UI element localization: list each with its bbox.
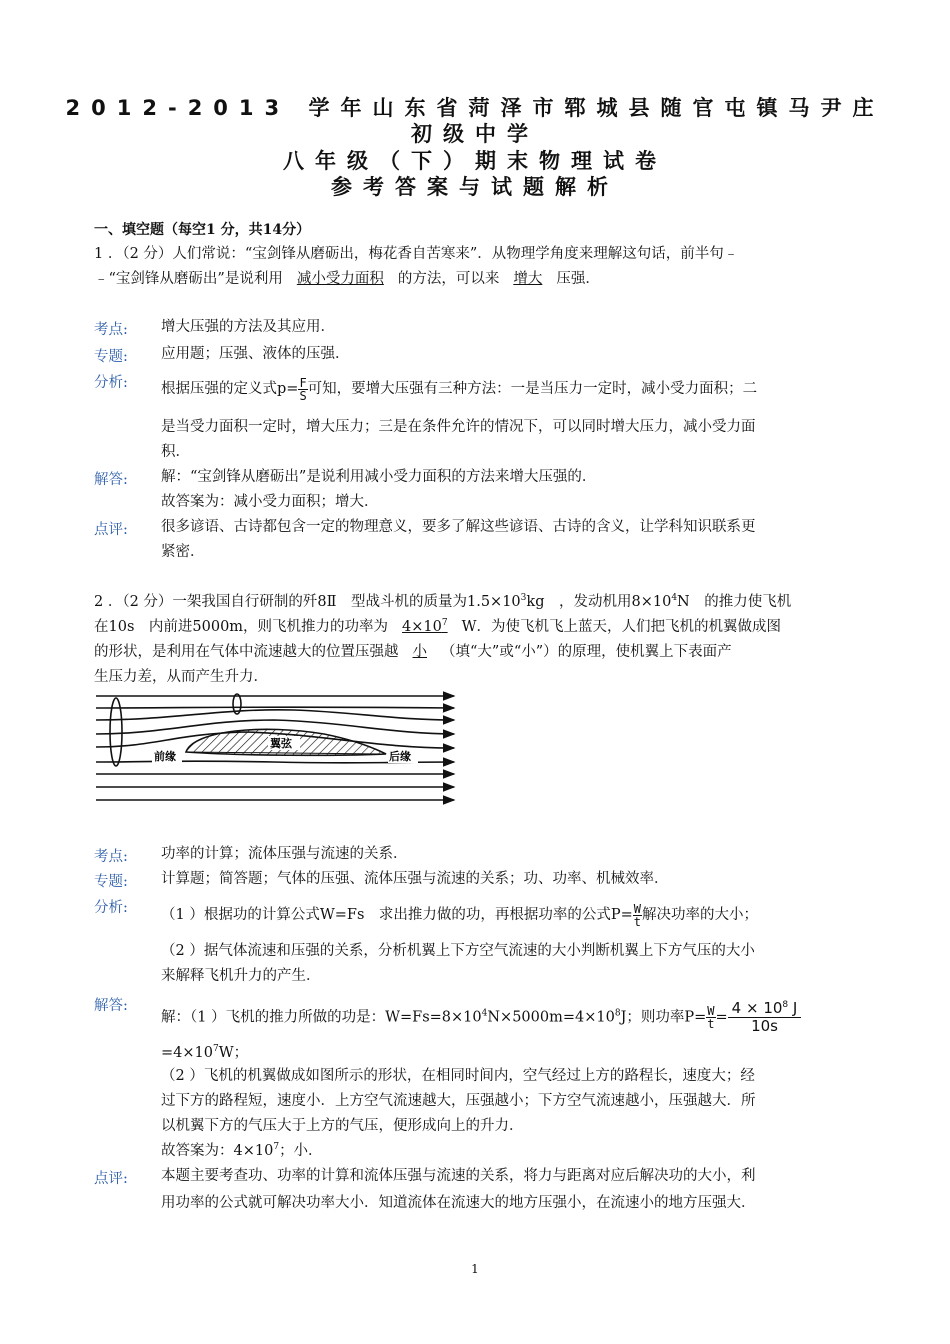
power-fraction: $\frac{W}{t}$ bbox=[633, 901, 642, 929]
q1-blank1: 减小受力面积 bbox=[296, 271, 384, 287]
doc-title-line1: 2012-2013 学年山东省菏泽市郓城县随官屯镇马尹庄 bbox=[65, 96, 885, 120]
label-kaodian-2: 考点: bbox=[94, 849, 128, 865]
q2-fenxi-2: （2 ）据气体流速和压强的关系，分析机翼上下方空气流速的大小判断机翼上下方气压的大小 bbox=[161, 943, 755, 959]
streamline-2 bbox=[96, 707, 454, 708]
doc-title-line3: 八年级（下）期末物理试卷 bbox=[283, 149, 667, 173]
q2-line2: 在10s 内前进5000m，则飞机推力的功率为 $4\times 10^7$ W．为使飞机飞上蓝天，人们把飞机的机翼做成图 bbox=[94, 618, 782, 635]
q1-fenxi-1: 根据压强的定义式p= $\frac{F}{S}$ 可知，要增大压强有三种方法：一是当压力一定时，减小受力面积；二 bbox=[161, 375, 758, 403]
q2-jieda-2: $=4\times 10^7W$； bbox=[161, 1044, 249, 1061]
section-heading: 一、填空题（每空1 分，共14分） bbox=[94, 222, 311, 238]
label-chord: 翼弦 bbox=[270, 737, 292, 750]
label-jieda: 解答: bbox=[94, 472, 128, 488]
label-dianping-2: 点评: bbox=[94, 1171, 128, 1187]
q2-jieda-6: 故答案为：$4\times 10^7$；小． bbox=[161, 1142, 323, 1159]
power-fraction-2: $\frac{W}{t}$ bbox=[707, 1004, 715, 1031]
label-leading-edge: 前缘 bbox=[154, 750, 176, 763]
label-zhuanti: 专题: bbox=[94, 349, 128, 365]
q1-zhuanti: 应用题；压强、液体的压强． bbox=[161, 346, 350, 362]
q1-jieda-2: 故答案为：减小受力面积；增大． bbox=[161, 494, 379, 510]
q2-jieda-5: 以机翼下方的气压大于上方的气压，便形成向上的升力． bbox=[161, 1118, 524, 1134]
power-calc-fraction: $\frac{4 \times 10^8 J}{10s}$ bbox=[728, 1000, 802, 1035]
q1-fenxi-2: 是当受力面积一定时，增大压力；三是在条件允许的情况下，可以同时增大压力，减小受力面 bbox=[161, 419, 756, 435]
q2-fenxi-3: 来解释飞机升力的产生． bbox=[161, 968, 321, 984]
q2-kaodian: 功率的计算；流体压强与流速的关系． bbox=[161, 846, 408, 862]
q1-blank2: 增大 bbox=[513, 271, 543, 287]
doc-title-line4: 参考答案与试题解析 bbox=[331, 175, 619, 199]
label-dianping: 点评: bbox=[94, 522, 128, 538]
pressure-fraction: $\frac{F}{S}$ bbox=[299, 375, 307, 403]
label-fenxi-2: 分析: bbox=[94, 900, 128, 916]
q2-dianping-2: 用功率的公式就可解决功率大小．知道流体在流速大的地方压强小，在流速小的地方压强大． bbox=[161, 1195, 756, 1211]
label-fenxi: 分析: bbox=[94, 375, 128, 391]
page-number: 1 bbox=[471, 1262, 479, 1276]
q2-dianping-1: 本题主要考查功、功率的计算和流体压强与流速的关系，将力与距离对应后解决功的大小，利 bbox=[161, 1168, 756, 1184]
q2-line3: 的形状，是利用在气体中流速越大的位置压强越 小 （填“大”或“小”）的原理，使机翼上下表面产 bbox=[94, 644, 732, 660]
label-trailing-edge: 后缘 bbox=[389, 750, 411, 763]
q2-zhuanti: 计算题；简答题；气体的压强、流体压强与流速的关系；功、功率、机械效率． bbox=[161, 871, 669, 887]
q1-line1: 1 ．（2 分）人们常说：“宝剑锋从磨砺出，梅花香自苦寒来”．从物理学角度来理解这句话，前半句﹣ bbox=[94, 246, 739, 262]
q1-dianping-2: 紧密． bbox=[161, 544, 205, 560]
label-zhuanti-2: 专题: bbox=[94, 874, 128, 890]
q2-blank1: $4\times 10^7$ bbox=[402, 618, 448, 635]
q2-fenxi-1: （1 ）根据功的计算公式W=Fs 求出推力做的功，再根据功率的公式P= $\frac{W}{t}$ 解决功率的大小； bbox=[161, 901, 759, 929]
q2-jieda-3: （2 ）飞机的机翼做成如图所示的形状，在相同时间内，空气经过上方的路程长，速度大；经 bbox=[161, 1068, 755, 1084]
streamline-3 bbox=[96, 710, 454, 720]
q2-jieda-1: 解：（1 ）飞机的推力所做的功是：$W=Fs=8\times 10^4N\times 5000m=4\times 10^8J$；则功率P= $\frac{W}{t}$ = $\frac{4 \times 10^8 J}{10s}$ bbox=[161, 1000, 861, 1035]
q1-line2: ﹣“宝剑锋从磨砺出”是说利用 减小受力面积 的方法，可以来 增大 压强． bbox=[94, 271, 600, 287]
q1-fenxi-3: 积． bbox=[161, 444, 190, 460]
airfoil-diagram bbox=[94, 690, 458, 808]
q1-kaodian: 增大压强的方法及其应用． bbox=[161, 319, 335, 335]
q1-jieda-1: 解：“宝剑锋从磨砺出”是说利用减小受力面积的方法来增大压强的． bbox=[161, 469, 597, 485]
doc-title-line2: 初级中学 bbox=[411, 122, 539, 146]
q2-line1: 2 ．（2 分）一架我国自行研制的歼8Ⅱ 型战斗机的质量为$1.5\times 10^3kg$ ，发动机用$8\times 10^4N$ 的推力使飞机 bbox=[94, 593, 792, 610]
q2-line4: 生压力差，从而产生升力． bbox=[94, 669, 268, 685]
label-jieda-2: 解答: bbox=[94, 998, 128, 1014]
label-kaodian: 考点: bbox=[94, 322, 128, 338]
q1-dianping-1: 很多谚语、古诗都包含一定的物理意义，要多了解这些谚语、古诗的含义，让学科知识联系更 bbox=[161, 519, 756, 535]
q2-jieda-4: 过下方的路程短，速度小．上方空气流速越大，压强越小；下方空气流速越小，压强越大．所 bbox=[161, 1093, 756, 1109]
q2-blank2: 小 bbox=[412, 644, 427, 660]
